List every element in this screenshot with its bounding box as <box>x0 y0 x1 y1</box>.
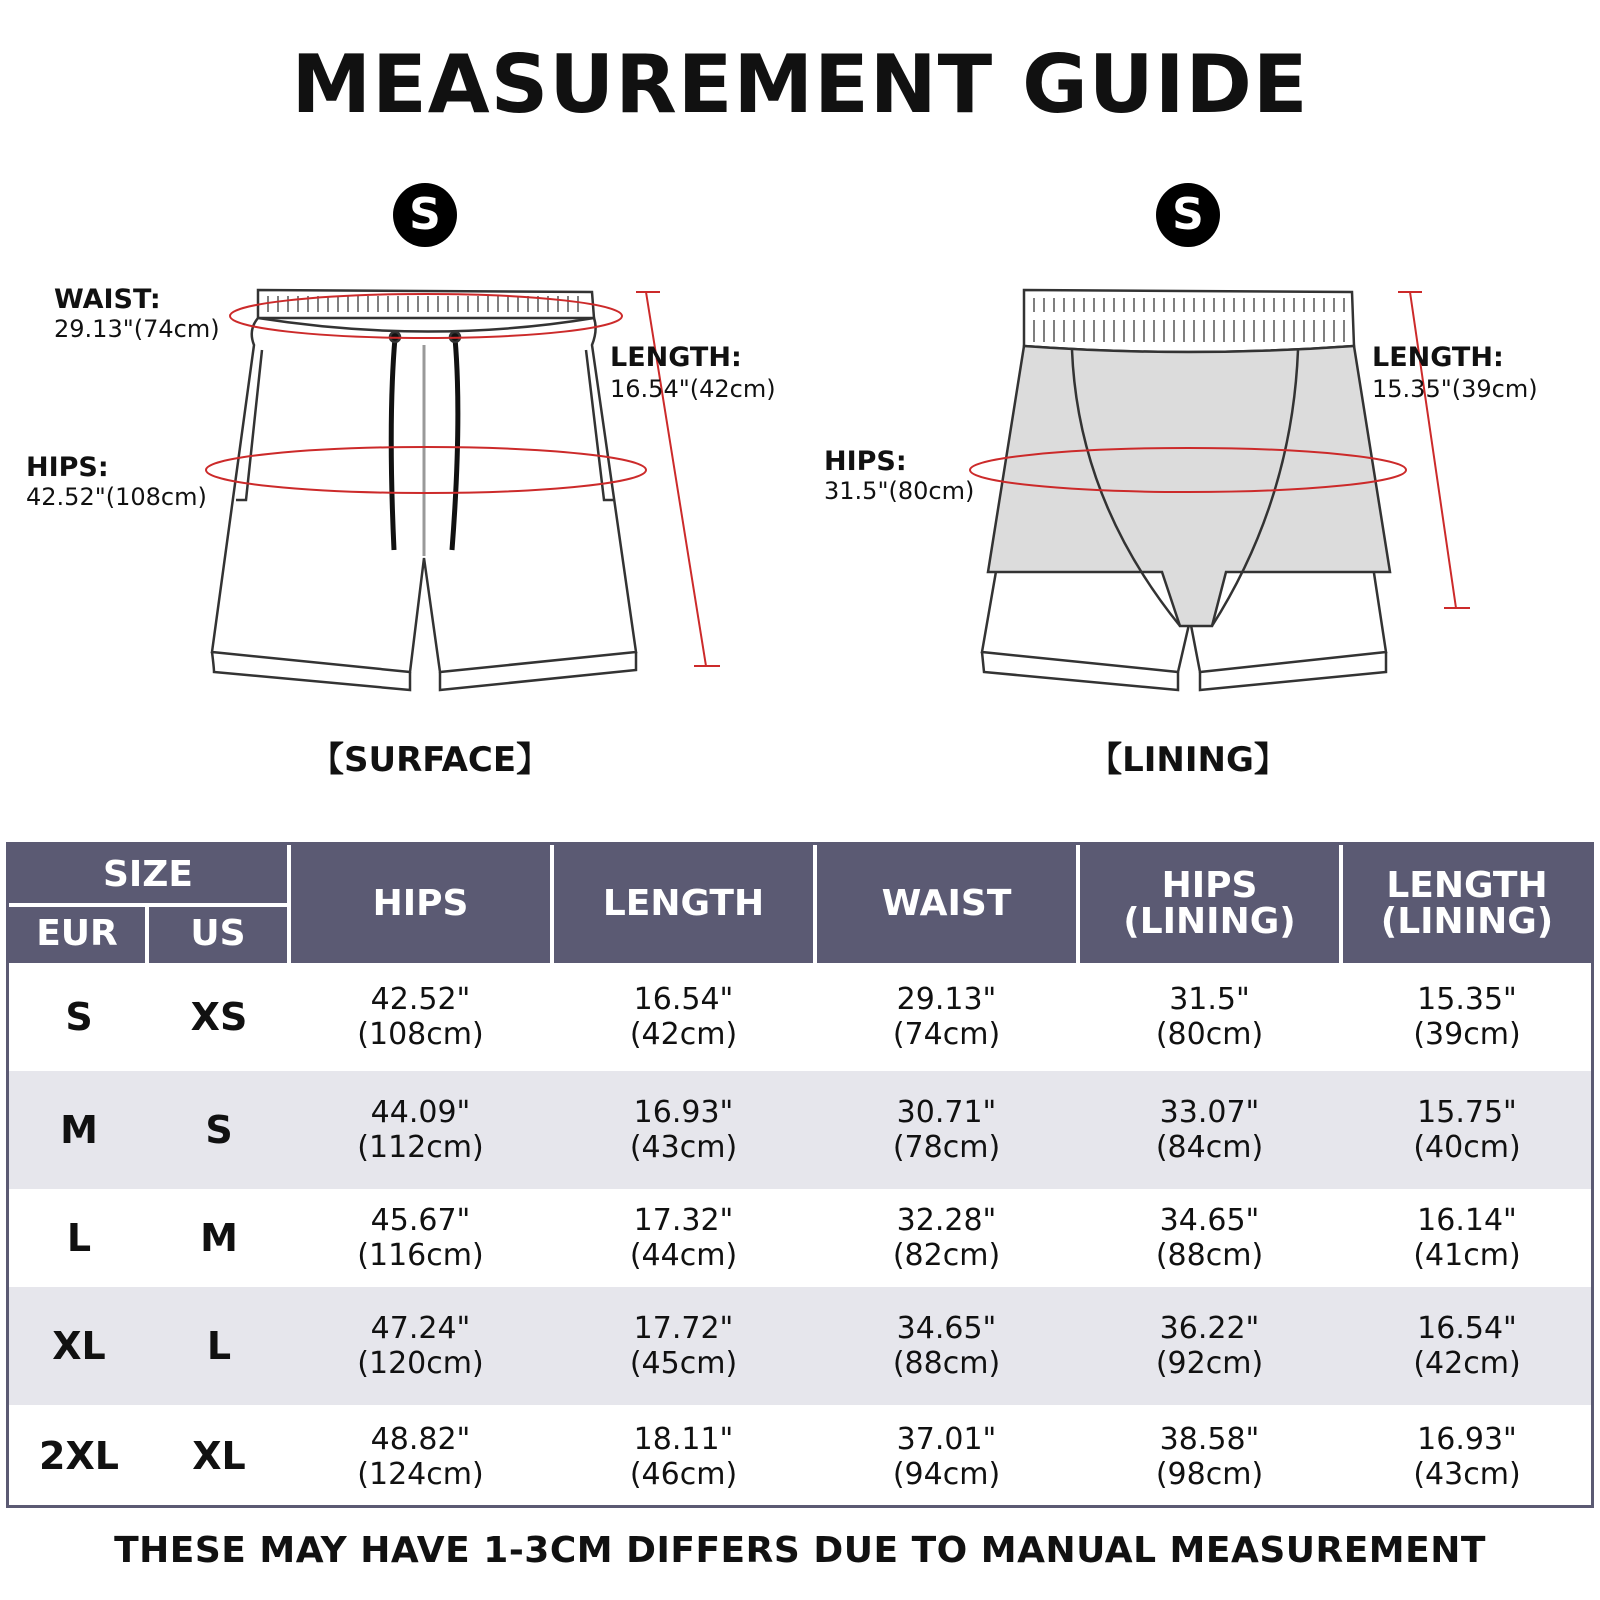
length-lining-header: LENGTH (LINING) <box>1380 865 1554 942</box>
eur-size-cell: 2XL <box>39 1434 119 1478</box>
length-cell: 17.32" (44cm) <box>629 1203 738 1273</box>
hips-cell: 44.09" (112cm) <box>357 1095 484 1165</box>
surface-waist-value: 29.13"(74cm) <box>54 315 220 343</box>
table-header <box>9 845 1591 963</box>
lining-length-value: 15.35"(39cm) <box>1372 375 1538 403</box>
length-lining-cell: 15.35" (39cm) <box>1413 982 1521 1052</box>
us-header: US <box>190 913 246 954</box>
surface-size-badge: S <box>393 183 457 247</box>
page-title: MEASUREMENT GUIDE <box>291 38 1309 131</box>
waist-cell: 37.01" (94cm) <box>892 1421 1001 1492</box>
hips-lining-cell: 31.5" (80cm) <box>1155 982 1264 1052</box>
eur-size-cell: S <box>65 994 93 1039</box>
length-lining-cell: 15.75" (40cm) <box>1413 1095 1521 1165</box>
surface-length-label: LENGTH: <box>610 342 742 373</box>
hips-lining-cell: 36.22" (92cm) <box>1155 1311 1264 1381</box>
length-lining-cell: 16.93" (43cm) <box>1413 1421 1521 1492</box>
hips-cell: 42.52" (108cm) <box>357 982 484 1052</box>
eur-size-cell: L <box>66 1215 92 1260</box>
waist-cell: 32.28" (82cm) <box>892 1203 1001 1273</box>
lining-length-label: LENGTH: <box>1372 342 1504 373</box>
eur-header: EUR <box>36 913 118 954</box>
length-lining-cell: 16.54" (42cm) <box>1413 1311 1521 1381</box>
hips-lining-cell: 33.07" (84cm) <box>1155 1095 1264 1165</box>
surface-caption: 【SURFACE】 <box>310 740 551 780</box>
us-size-cell: M <box>200 1215 238 1260</box>
hips-header: HIPS <box>372 883 469 924</box>
header-divider <box>550 845 554 963</box>
us-size-cell: L <box>206 1323 232 1368</box>
surface-shorts-drawing <box>212 290 636 690</box>
hips-lining-header: HIPS (LINING) <box>1123 865 1296 942</box>
lining-size-badge: S <box>1156 183 1220 247</box>
lining-hips-label: HIPS: <box>824 446 907 477</box>
waist-cell: 34.65" (88cm) <box>892 1311 1001 1381</box>
length-header: LENGTH <box>602 883 765 924</box>
header-divider <box>287 845 291 963</box>
hips-cell: 48.82" (124cm) <box>357 1421 484 1492</box>
size-table <box>6 842 1594 1508</box>
length-cell: 17.72" (45cm) <box>629 1311 738 1381</box>
length-cell: 16.54" (42cm) <box>629 982 738 1052</box>
us-size-cell: S <box>205 1107 233 1152</box>
lining-shorts-drawing <box>982 290 1390 690</box>
table-row <box>9 1071 1591 1189</box>
waist-cell: 29.13" (74cm) <box>892 982 1001 1052</box>
table-row <box>9 1189 1591 1287</box>
length-cell: 16.93" (43cm) <box>629 1095 738 1165</box>
header-divider <box>813 845 817 963</box>
hips-lining-cell: 34.65" (88cm) <box>1155 1203 1264 1273</box>
us-size-cell: XL <box>192 1434 246 1478</box>
surface-waist-label: WAIST: <box>54 284 161 315</box>
surface-hips-label: HIPS: <box>26 452 109 483</box>
lining-hips-value: 31.5"(80cm) <box>824 477 975 505</box>
length-lining-cell: 16.14" (41cm) <box>1413 1203 1521 1273</box>
disclaimer-note: THESE MAY HAVE 1-3CM DIFFERS DUE TO MANUAL MEASUREMENT <box>114 1530 1486 1571</box>
us-size-cell: XS <box>190 994 248 1039</box>
table-row <box>9 1287 1591 1405</box>
header-divider <box>1076 845 1080 963</box>
header-divider <box>1339 845 1343 963</box>
lining-caption: 【LINING】 <box>1088 740 1288 780</box>
waist-header: WAIST <box>881 883 1012 924</box>
table-row <box>9 1405 1591 1508</box>
length-cell: 18.11" (46cm) <box>629 1421 738 1492</box>
table-row <box>9 963 1591 1071</box>
eur-us-divider <box>145 905 149 963</box>
hips-cell: 47.24" (120cm) <box>357 1311 484 1381</box>
eur-size-cell: XL <box>52 1323 106 1368</box>
waist-cell: 30.71" (78cm) <box>892 1095 1001 1165</box>
size-header: SIZE <box>102 854 194 895</box>
hips-lining-cell: 38.58" (98cm) <box>1155 1421 1264 1492</box>
surface-hips-value: 42.52"(108cm) <box>26 483 207 511</box>
hips-cell: 45.67" (116cm) <box>357 1203 484 1273</box>
surface-length-value: 16.54"(42cm) <box>610 375 776 403</box>
eur-size-cell: M <box>60 1107 98 1152</box>
